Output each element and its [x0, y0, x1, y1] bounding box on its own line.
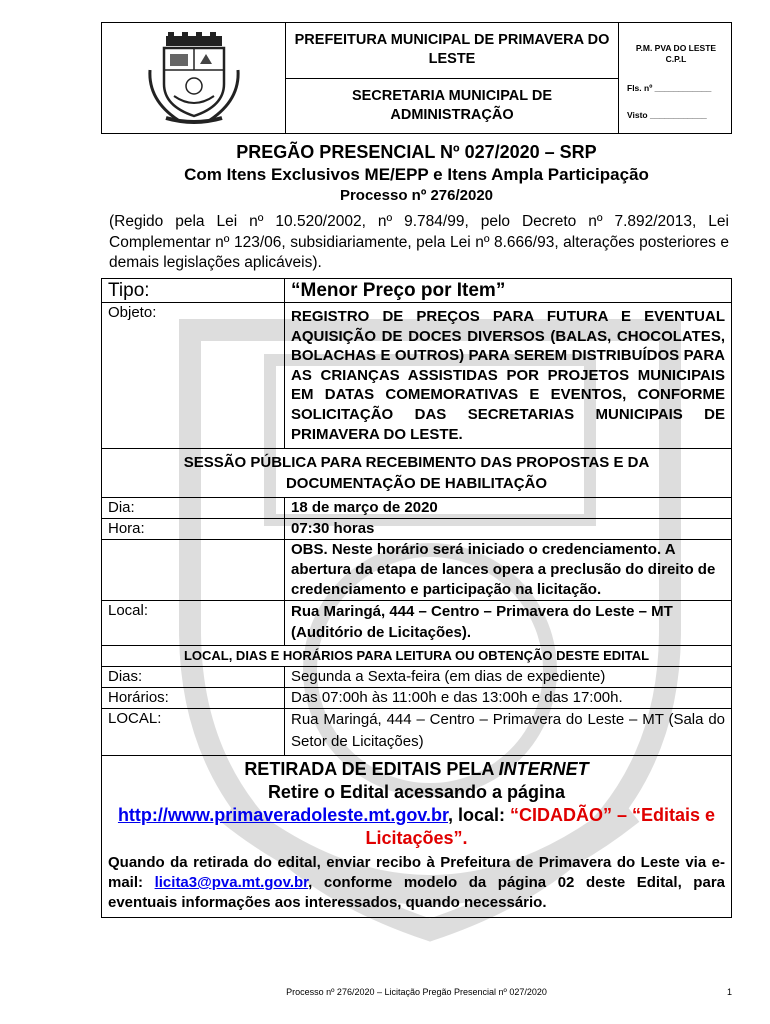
- dias-label: Dias:: [102, 667, 285, 688]
- local-value: Rua Maringá, 444 – Centro – Primavera do Leste – MT (Auditório de Licitações).: [285, 601, 732, 646]
- document-subtitle: Com Itens Exclusivos ME/EPP e Itens Ampla Participação: [184, 165, 649, 184]
- retirada-instructions: [108, 853, 725, 913]
- dia-value: 18 de março de 2020: [285, 498, 732, 519]
- hora-label: Hora:: [102, 519, 285, 540]
- stamp-box: [619, 23, 731, 133]
- page-number: 1: [726, 987, 732, 997]
- document-header: [101, 22, 732, 134]
- process-number: Processo nº 276/2020: [339, 187, 494, 204]
- secretariat-name: SECRETARIA MUNICIPAL DE ADMINISTRAÇÃO: [351, 87, 553, 123]
- legal-basis: (Regido pela Lei nº 10.520/2002, nº 9.784/99, pelo Decreto nº 7.892/2013, Lei Complementar nº 123/06, subsidiariamente, pela Lei nº 8.666/93, alterações posteriores e demais legislações aplicáveis).: [109, 213, 729, 271]
- leitura-title: LOCAL, DIAS E HORÁRIOS PARA LEITURA OU OBTENÇÃO DESTE EDITAL: [102, 646, 732, 667]
- website-link[interactable]: http://www.primaveradoleste.mt.gov.br: [117, 805, 448, 826]
- local-label: Local:: [102, 601, 285, 646]
- tipo-value: “Menor Preço por Item”: [285, 279, 732, 303]
- local-text: , local:: [448, 805, 511, 826]
- stamp-title: P.M. PVA DO LESTE C.P.L: [635, 43, 717, 64]
- dia-label: Dia:: [102, 498, 285, 519]
- municipal-logo: [102, 23, 286, 133]
- retirada-section: [102, 756, 732, 918]
- dias-value: Segunda a Sexta-feira (em dias de expediente): [285, 667, 732, 688]
- cidadao-path: “CIDADÃO” – “Editais e Licitações”.: [365, 805, 716, 849]
- retirada-title-text: RETIRADA DE EDITAIS PELA: [244, 759, 499, 780]
- instructions-part2: , conforme modelo da página 02 deste Edital, para eventuais informações aos interessados, quando necessário.: [108, 874, 725, 912]
- instructions-part1: Quando da retirada do edital, enviar recibo à Prefeitura de Primavera do Leste via e-mail:: [108, 854, 725, 892]
- footer-text: Processo nº 276/2020 – Licitação Pregão Presencial nº 027/2020: [286, 987, 547, 997]
- objeto-label: Objeto:: [102, 303, 285, 449]
- hora-value: 07:30 horas: [285, 519, 732, 540]
- horarios-value: Das 07:00h às 11:00h e das 13:00h e das 17:00h.: [285, 688, 732, 709]
- edital-table: [101, 278, 732, 918]
- retirada-title-italic: INTERNET: [498, 759, 589, 780]
- local2-value: Rua Maringá, 444 – Centro – Primavera do Leste – MT (Sala do Setor de Licitações): [285, 709, 732, 756]
- sessao-title: SESSÃO PÚBLICA PARA RECEBIMENTO DAS PROPOSTAS E DA DOCUMENTAÇÃO DE HABILITAÇÃO: [102, 449, 732, 498]
- retirada-link-line: [108, 804, 725, 850]
- document-title: PREGÃO PRESENCIAL Nº 027/2020 – SRP: [236, 142, 597, 162]
- fls-field: Fls. nº ____________: [627, 83, 712, 93]
- horarios-label: Horários:: [102, 688, 285, 709]
- retirada-title: [108, 758, 725, 781]
- objeto-value: REGISTRO DE PREÇOS PARA FUTURA E EVENTUAL AQUISIÇÃO DE DOCES DIVERSOS (BALAS, CHOCOLATES, BOLACHAS E OUTROS) PARA SEREM DISTRIBUÍDOS PARA AS CRIANÇAS ASSISTIDAS POR PROJETOS MUNICIPAIS EM DATAS COMEMORATIVAS E EVENTOS, CONFORME SOLICITAÇÃO DAS SECRETARIAS MUNICIPAIS DE PRIMAVERA DO LESTE.: [285, 303, 732, 449]
- email-link[interactable]: licita3@pva.mt.gov.br: [154, 874, 309, 892]
- tipo-label: Tipo:: [102, 279, 285, 303]
- visto-field: Visto ____________: [627, 110, 707, 120]
- retirada-line2: Retire o Edital acessando a página: [267, 782, 566, 803]
- obs-value: OBS. Neste horário será iniciado o credenciamento. A abertura da etapa de lances opera a preclusão do direito de credenciamento e participação na licitação.: [285, 540, 732, 601]
- local2-label: LOCAL:: [102, 709, 285, 756]
- org-name: PREFEITURA MUNICIPAL DE PRIMAVERA DO LESTE: [286, 23, 618, 79]
- obs-spacer: [102, 540, 285, 601]
